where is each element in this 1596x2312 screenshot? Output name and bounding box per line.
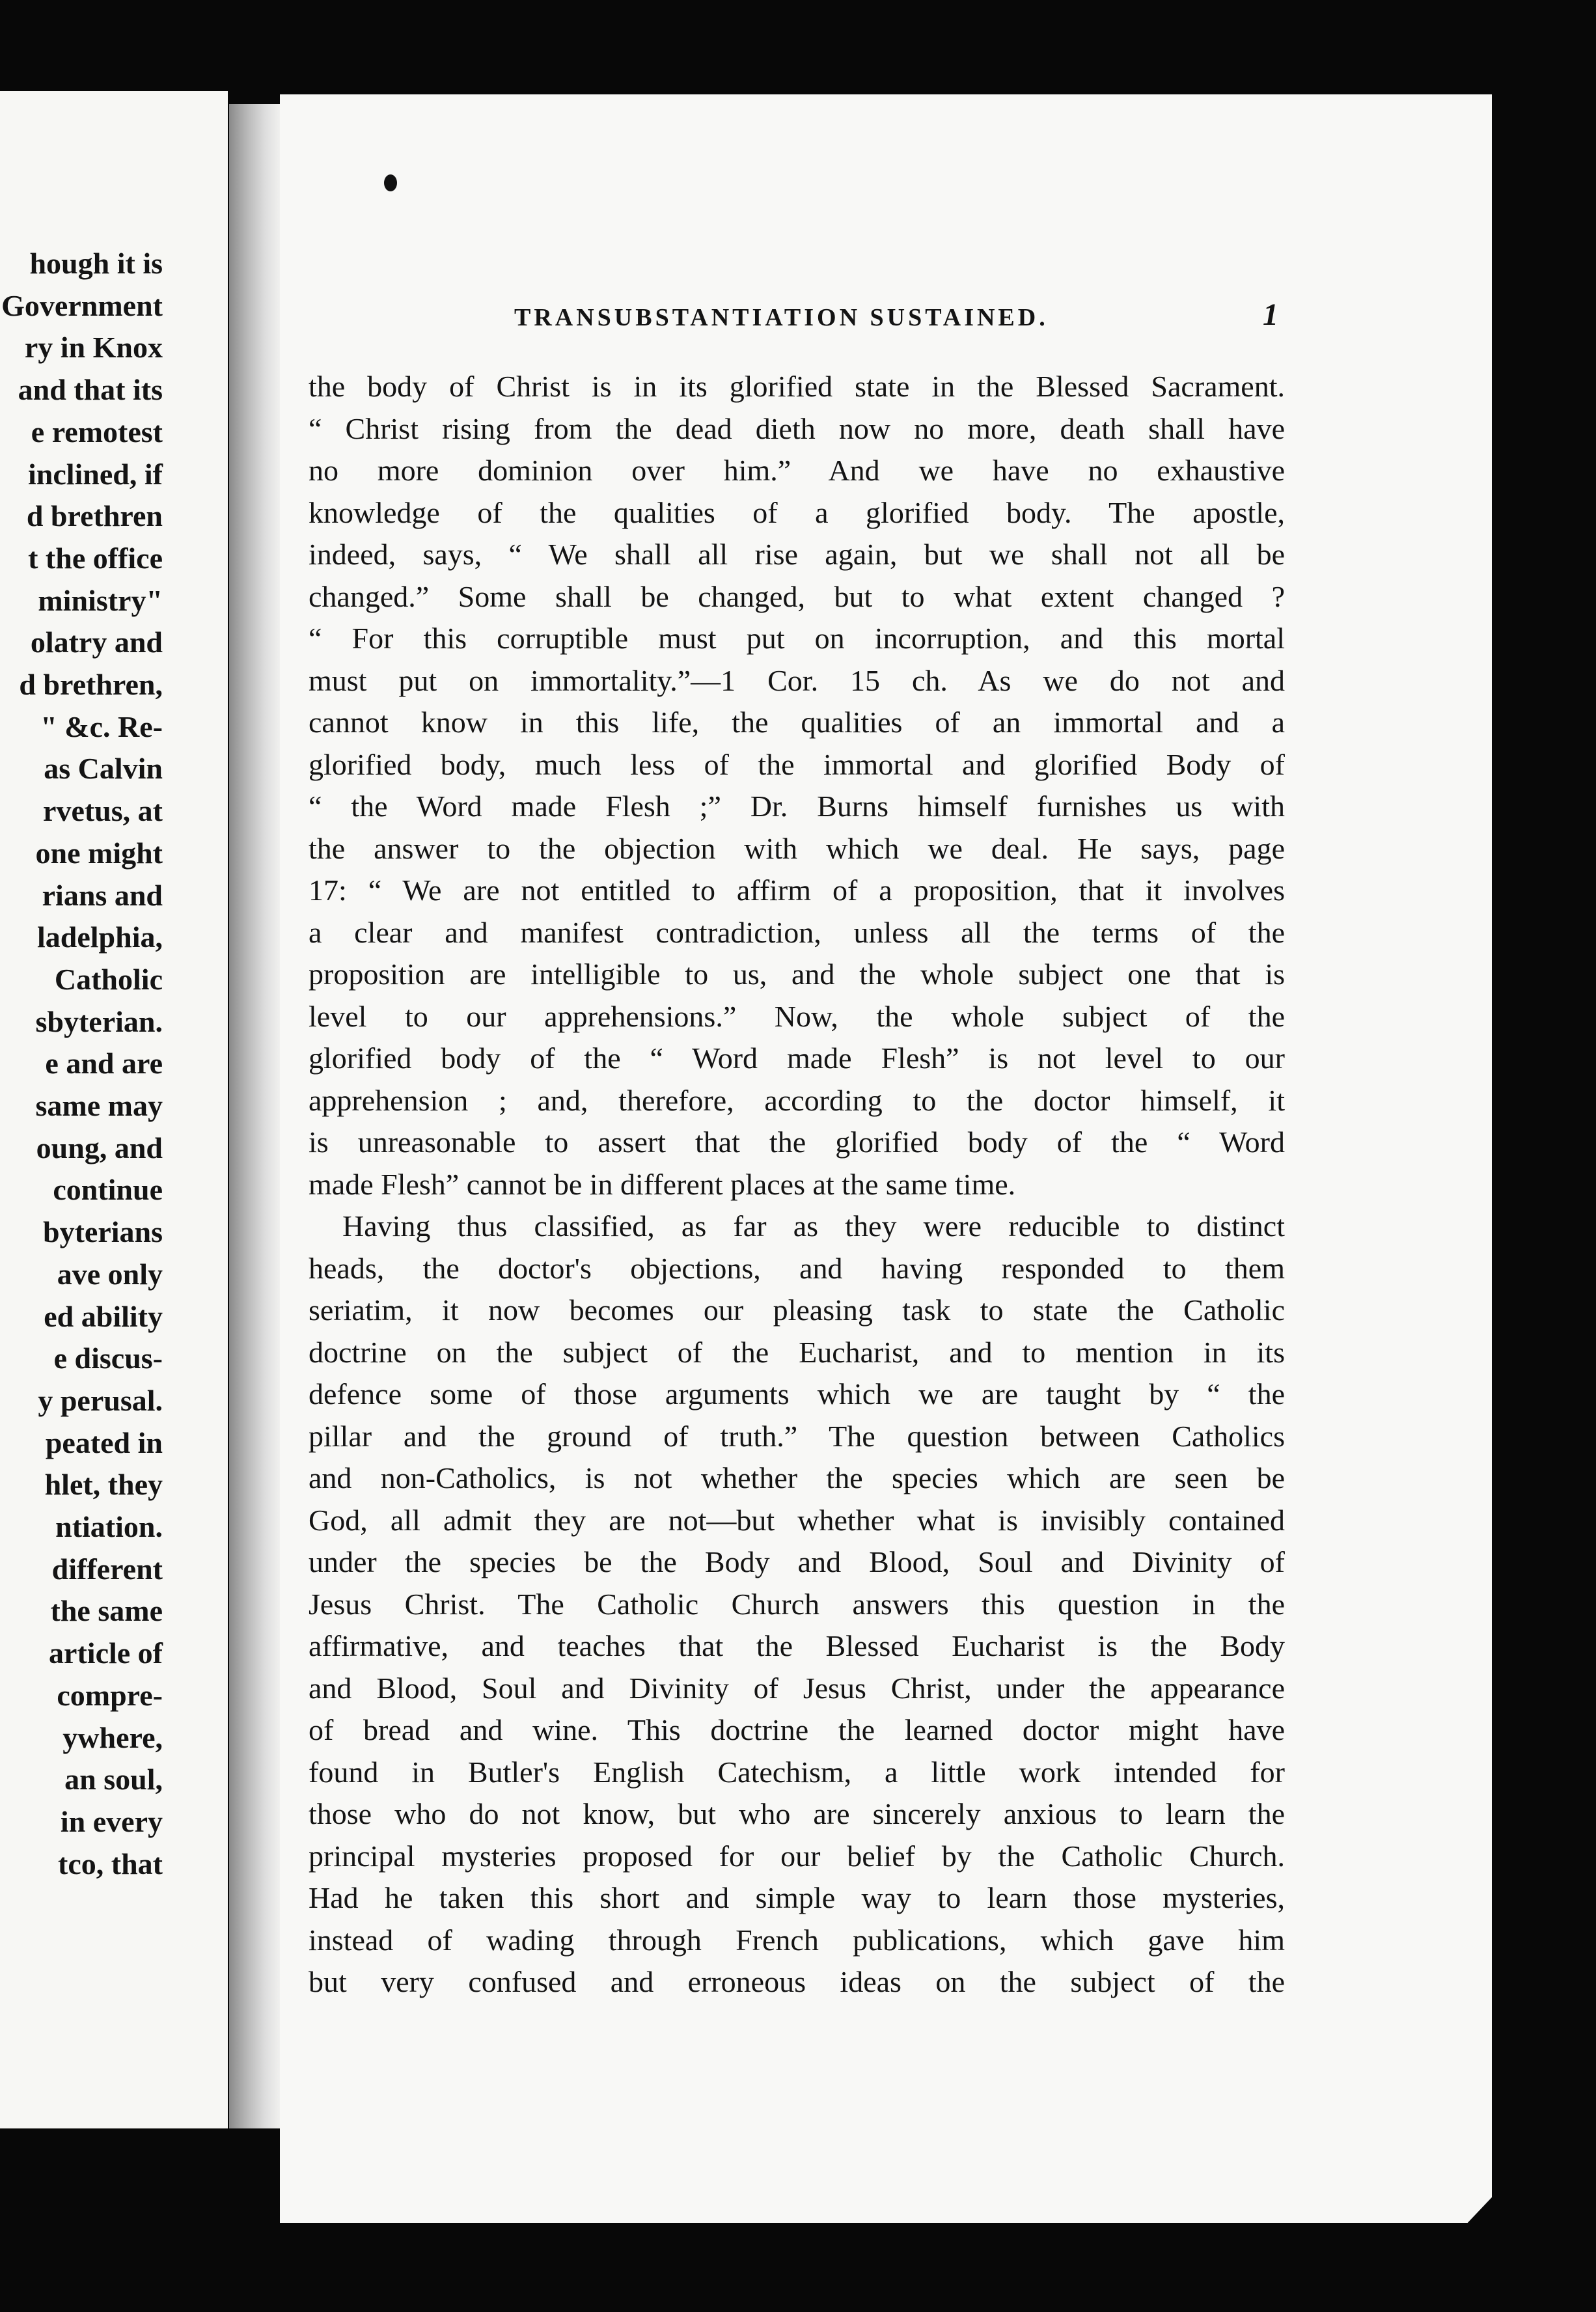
left-page-line: e and are bbox=[45, 1047, 163, 1080]
body-line: and non-Catholics, is not whether the species which are seen be bbox=[309, 1461, 1285, 1494]
left-page-line: inclined, if bbox=[27, 457, 163, 491]
left-page-line: sbyterian. bbox=[35, 1004, 163, 1038]
left-page-line: ministry" bbox=[38, 583, 163, 617]
body-line: those who do not know, but who are sincerely anxious to learn the bbox=[309, 1797, 1285, 1830]
body-line: indeed, says, “ We shall all rise again, but we shall not all be bbox=[309, 538, 1285, 571]
left-page-line: e remotest bbox=[31, 415, 163, 448]
body-line: “ For this corruptible must put on incorruption, and this mortal bbox=[309, 622, 1285, 655]
left-page-line: ntiation. bbox=[55, 1510, 163, 1543]
body-line: under the species be the Body and Blood, Soul and Divinity of bbox=[309, 1545, 1285, 1578]
left-page-line: olatry and bbox=[30, 626, 163, 659]
body-line: doctrine on the subject of the Eucharist, and to mention in its bbox=[309, 1335, 1285, 1369]
body-line: apprehension ; and, therefore, according to the doctor himself, it bbox=[309, 1083, 1285, 1117]
left-page-line: same may bbox=[35, 1089, 163, 1122]
body-line: the answer to the objection with which we deal. He says, page bbox=[309, 831, 1285, 865]
page-number: 1 bbox=[1263, 297, 1278, 332]
left-page-line: byterians bbox=[43, 1215, 163, 1249]
left-page-line: different bbox=[51, 1552, 163, 1586]
left-page-line: as Calvin bbox=[44, 752, 163, 786]
body-line: Having thus classified, as far as they were reducible to distinct bbox=[342, 1209, 1285, 1243]
body-line: Had he taken this short and simple way to learn those mysteries, bbox=[309, 1881, 1285, 1914]
left-page-line: hough it is bbox=[29, 247, 163, 280]
left-page-line: compre- bbox=[57, 1678, 163, 1712]
left-page-line: Catholic bbox=[54, 962, 163, 996]
left-page-line: " &c. Re- bbox=[40, 709, 163, 743]
body-line: proposition are intelligible to us, and the whole subject one that is bbox=[309, 957, 1285, 991]
body-line: but very confused and erroneous ideas on the subject of the bbox=[309, 1965, 1285, 1998]
body-line: made Flesh” cannot be in different places at the same time. bbox=[309, 1167, 1016, 1201]
left-page-line: ywhere, bbox=[62, 1720, 163, 1754]
body-line: is unreasonable to assert that the glorified body of the “ Word bbox=[309, 1125, 1285, 1159]
body-line: affirmative, and teaches that the Blessed Eucharist is the Body bbox=[309, 1629, 1285, 1662]
body-line: seriatim, it now becomes our pleasing task to state the Catholic bbox=[309, 1293, 1285, 1327]
left-facing-page bbox=[0, 91, 228, 2128]
body-line: “ the Word made Flesh ;” Dr. Burns himself furnishes us with bbox=[309, 790, 1285, 823]
left-page-line: d brethren, bbox=[19, 668, 163, 701]
left-page-line: continue bbox=[53, 1173, 163, 1207]
left-page-line: peated in bbox=[45, 1425, 163, 1459]
left-page-line: y perusal. bbox=[38, 1383, 163, 1417]
body-text bbox=[309, 366, 1285, 2003]
ink-dot bbox=[384, 174, 397, 191]
left-page-line: and that its bbox=[18, 373, 163, 407]
body-line: heads, the doctor's objections, and having responded to them bbox=[309, 1251, 1285, 1285]
left-page-line: tco, that bbox=[58, 1847, 163, 1880]
body-line: a clear and manifest contradiction, unless all the terms of the bbox=[309, 915, 1285, 949]
body-line: changed.” Some shall be changed, but to what extent changed ? bbox=[309, 579, 1285, 613]
body-line: knowledge of the qualities of a glorified body. The apostle, bbox=[309, 495, 1285, 529]
left-page-line: in every bbox=[60, 1804, 163, 1838]
body-line: no more dominion over him.” And we have no exhaustive bbox=[309, 454, 1285, 487]
body-line: found in Butler's English Catechism, a little work intended for bbox=[309, 1755, 1285, 1789]
book-gutter bbox=[229, 104, 281, 2128]
body-line: defence some of those arguments which we are taught by “ the bbox=[309, 1377, 1285, 1411]
body-line: level to our apprehensions.” Now, the whole subject of the bbox=[309, 999, 1285, 1033]
body-line: must put on immortality.”—1 Cor. 15 ch. As we do not and bbox=[309, 663, 1285, 697]
body-line: glorified body, much less of the immortal and glorified Body of bbox=[309, 747, 1285, 781]
body-line: Jesus Christ. The Catholic Church answers this question in the bbox=[309, 1587, 1285, 1621]
left-page-line: ed ability bbox=[44, 1299, 163, 1333]
left-page-line: ladelphia, bbox=[36, 920, 163, 954]
body-line: glorified body of the “ Word made Flesh” is not level to our bbox=[309, 1041, 1285, 1075]
left-page-line: one might bbox=[35, 836, 163, 870]
left-page-line: t the office bbox=[28, 541, 163, 575]
left-page-line: ave only bbox=[57, 1257, 163, 1291]
body-line: pillar and the ground of truth.” The question between Catholics bbox=[309, 1419, 1285, 1453]
running-header: TRANSUBSTANTIATION SUSTAINED. bbox=[514, 304, 1049, 331]
body-line: the body of Christ is in its glorified state in the Blessed Sacrament. bbox=[309, 370, 1285, 403]
left-page-line: article of bbox=[49, 1636, 163, 1670]
body-line: of bread and wine. This doctrine the learned doctor might have bbox=[309, 1713, 1285, 1746]
body-line: “ Christ rising from the dead dieth now no more, death shall have bbox=[309, 411, 1285, 445]
left-page-line: Government bbox=[1, 288, 163, 322]
left-page-line: ry in Knox bbox=[24, 331, 163, 365]
body-line: instead of wading through French publications, which gave him bbox=[309, 1923, 1285, 1957]
body-line: cannot know in this life, the qualities of an immortal and a bbox=[309, 706, 1285, 739]
body-line: God, all admit they are not—but whether what is invisibly contained bbox=[309, 1503, 1285, 1537]
body-line: principal mysteries proposed for our belief by the Catholic Church. bbox=[309, 1839, 1285, 1873]
left-page-line: d brethren bbox=[26, 499, 163, 533]
left-page-line: the same bbox=[50, 1594, 163, 1628]
left-page-line: hlet, they bbox=[44, 1468, 163, 1502]
left-page-line: rians and bbox=[42, 878, 163, 912]
body-line: 17: “ We are not entitled to affirm of a proposition, that it involves bbox=[309, 874, 1285, 907]
left-page-line: oung, and bbox=[36, 1131, 163, 1164]
body-line: and Blood, Soul and Divinity of Jesus Christ, under the appearance bbox=[309, 1671, 1285, 1705]
left-page-line: an soul, bbox=[64, 1763, 163, 1796]
left-page-line: rvetus, at bbox=[43, 794, 163, 828]
left-page-line: e discus- bbox=[53, 1342, 163, 1375]
